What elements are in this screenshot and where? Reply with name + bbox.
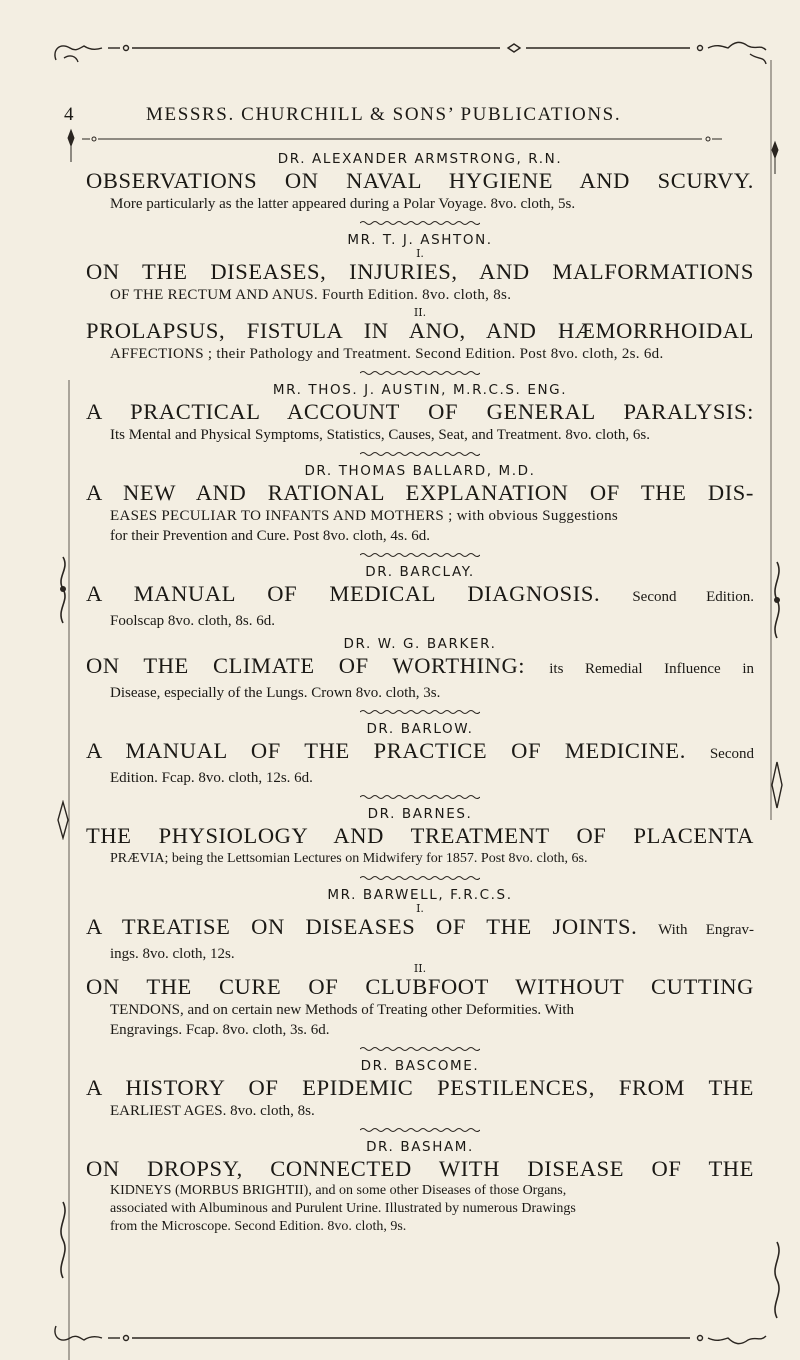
entry-title: THE PHYSIOLOGY AND TREATMENT OF PLACENTA bbox=[86, 823, 754, 848]
left-flourish-icon bbox=[62, 128, 80, 164]
wavy-divider bbox=[360, 552, 480, 558]
entry-note: associated with Albuminous and Purulent Urine. Illustrated by numerous Drawings bbox=[110, 1201, 576, 1216]
entry-title: A MANUAL OF MEDICAL DIAGNOSIS. bbox=[86, 581, 601, 606]
entry-author: DR. BASHAM. bbox=[366, 1139, 474, 1155]
entry-note: OF THE RECTUM AND ANUS. Fourth Edition. 8vo. cloth, 8s. bbox=[110, 287, 512, 303]
right-small-ornament-icon bbox=[768, 760, 786, 810]
right-flourish-icon bbox=[766, 140, 784, 176]
entry-title-note: Second bbox=[709, 746, 754, 762]
right-leaf-ornament-icon bbox=[768, 560, 786, 640]
entry-basham bbox=[86, 1138, 754, 1236]
entry-author: DR. THOMAS BALLARD, M.D. bbox=[304, 463, 536, 479]
entry-barclay bbox=[86, 563, 754, 631]
entry-barker bbox=[86, 635, 754, 703]
left-small-ornament-icon bbox=[54, 800, 72, 840]
wavy-divider bbox=[360, 370, 480, 376]
entry-title: ON THE DISEASES, INJURIES, AND MALFORMATIONS bbox=[86, 259, 754, 284]
entry-note: Engravings. Fcap. 8vo. cloth, 3s. 6d. bbox=[110, 1022, 330, 1038]
entry-author: DR. W. G. BARKER. bbox=[343, 636, 497, 652]
volume-numeral: I. bbox=[416, 902, 424, 915]
entry-ballard bbox=[86, 462, 754, 546]
entry-note: Its Mental and Physical Symptoms, Statistics, Causes, Seat, and Treatment. 8vo. cloth, 6s. bbox=[110, 427, 650, 443]
wavy-divider bbox=[360, 220, 480, 226]
entry-title: A PRACTICAL ACCOUNT OF GENERAL PARALYSIS: bbox=[86, 399, 754, 424]
entry-note: from the Microscope. Second Edition. 8vo. cloth, 9s. bbox=[110, 1219, 407, 1234]
right-bottom-ornament-icon bbox=[768, 1240, 786, 1320]
entry-title: A MANUAL OF THE PRACTICE OF MEDICINE. bbox=[86, 738, 686, 763]
entry-barlow bbox=[86, 720, 754, 788]
running-head bbox=[50, 104, 750, 128]
entry-title-note: Second Edition. bbox=[632, 589, 755, 605]
wavy-divider bbox=[360, 1127, 480, 1133]
wavy-divider bbox=[360, 709, 480, 715]
catalogue-content bbox=[86, 150, 754, 1236]
entry-note: ings. 8vo. cloth, 12s. bbox=[110, 946, 235, 962]
page-number: 4 bbox=[64, 104, 76, 125]
entry-note: AFFECTIONS ; their Pathology and Treatment. Second Edition. Post 8vo. cloth, 2s. 6d. bbox=[110, 346, 664, 362]
entry-title: ON THE CLIMATE OF WORTHING: bbox=[86, 653, 526, 678]
entry-title: A HISTORY OF EPIDEMIC PESTILENCES, FROM THE bbox=[86, 1075, 754, 1100]
top-ornament-rule bbox=[50, 38, 772, 68]
left-bottom-ornament-icon bbox=[54, 1200, 72, 1280]
entry-author: DR. BARCLAY. bbox=[365, 564, 475, 580]
entry-author: DR. BASCOME. bbox=[360, 1058, 480, 1074]
entry-title-note: its Remedial Influence in bbox=[549, 661, 754, 677]
entry-note: Foolscap 8vo. cloth, 8s. 6d. bbox=[110, 613, 275, 629]
entry-author: MR. T. J. ASHTON. bbox=[347, 232, 493, 248]
entry-note: for their Prevention and Cure. Post 8vo. cloth, 4s. 6d. bbox=[110, 528, 430, 544]
entry-ashton bbox=[86, 231, 754, 364]
header-rule bbox=[82, 135, 722, 143]
wavy-divider bbox=[360, 875, 480, 881]
entry-title-line bbox=[86, 914, 754, 943]
entry-barnes bbox=[86, 805, 754, 869]
entry-title: ON THE CURE OF CLUBFOOT WITHOUT CUTTING bbox=[86, 974, 754, 999]
volume-numeral: I. bbox=[416, 247, 424, 260]
entry-note: EASES PECULIAR TO INFANTS AND MOTHERS ; with obvious Suggestions bbox=[110, 508, 619, 524]
entry-title: ON DROPSY, CONNECTED WITH DISEASE OF THE bbox=[86, 1156, 754, 1181]
left-leaf-ornament-icon bbox=[54, 555, 72, 625]
entry-title-note: With Engrav- bbox=[658, 922, 755, 938]
entry-note: More particularly as the latter appeared during a Polar Voyage. 8vo. cloth, 5s. bbox=[110, 196, 576, 212]
entry-title-line bbox=[86, 738, 754, 767]
entry-title: OBSERVATIONS ON NAVAL HYGIENE AND SCURVY. bbox=[86, 168, 754, 193]
entry-bascome bbox=[86, 1057, 754, 1121]
entry-author: DR. BARNES. bbox=[367, 806, 473, 822]
entry-author: DR. BARLOW. bbox=[366, 721, 474, 737]
wavy-divider bbox=[360, 794, 480, 800]
volume-numeral: II. bbox=[413, 962, 427, 975]
entry-note: Disease, especially of the Lungs. Crown 8vo. cloth, 3s. bbox=[110, 685, 441, 701]
entry-title-line bbox=[86, 581, 754, 610]
entry-title: PROLAPSUS, FISTULA IN ANO, AND HÆMORRHOIDAL bbox=[86, 318, 754, 343]
entry-note: EARLIEST AGES. 8vo. cloth, 8s. bbox=[110, 1103, 315, 1119]
entry-title-line bbox=[86, 653, 754, 682]
entry-austin bbox=[86, 381, 754, 445]
entry-barwell bbox=[86, 886, 754, 1040]
entry-title: A NEW AND RATIONAL EXPLANATION OF THE DIS- bbox=[86, 480, 754, 505]
publisher-heading: MESSRS. CHURCHILL & SONS’ PUBLICATIONS. bbox=[146, 104, 622, 125]
entry-note: KIDNEYS (MORBUS BRIGHTII), and on some other Diseases of those Organs, bbox=[110, 1183, 567, 1198]
wavy-divider bbox=[360, 451, 480, 457]
entry-note: TENDONS, and on certain new Methods of Treating other Deformities. With bbox=[110, 1002, 575, 1018]
entry-title: A TREATISE ON DISEASES OF THE JOINTS. bbox=[86, 914, 638, 939]
entry-author: MR. BARWELL, F.R.C.S. bbox=[327, 887, 513, 903]
entry-note: PRÆVIA; being the Lettsomian Lectures on Midwifery for 1857. Post 8vo. cloth, 6s. bbox=[110, 851, 588, 866]
entry-armstrong bbox=[86, 150, 754, 214]
entry-note: Edition. Fcap. 8vo. cloth, 12s. 6d. bbox=[110, 770, 313, 786]
volume-numeral: II. bbox=[413, 306, 427, 319]
entry-author: DR. ALEXANDER ARMSTRONG, R.N. bbox=[277, 151, 563, 167]
bottom-ornament-rule bbox=[50, 1318, 772, 1348]
entry-author: MR. THOS. J. AUSTIN, M.R.C.S. ENG. bbox=[272, 382, 568, 398]
wavy-divider bbox=[360, 1046, 480, 1052]
